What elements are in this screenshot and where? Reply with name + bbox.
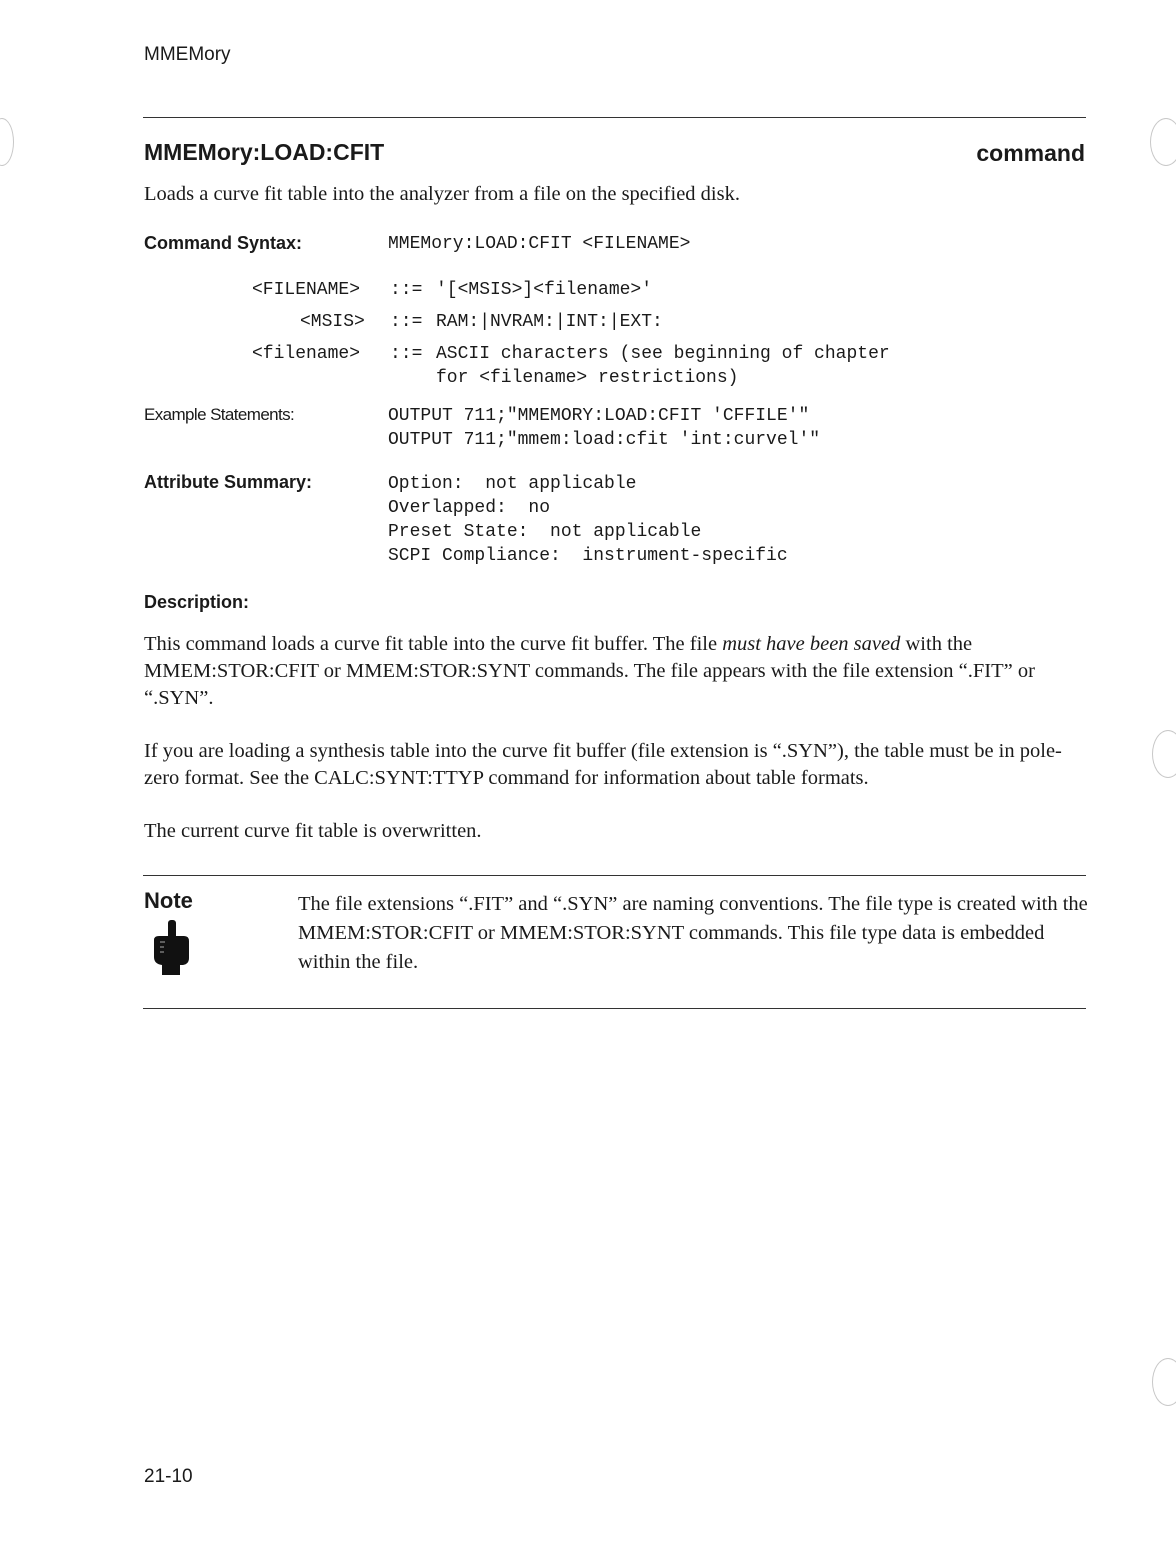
header-rule [143, 117, 1086, 118]
note-bottom-rule [143, 1008, 1086, 1009]
command-summary: Loads a curve fit table into the analyzer from a file on the specified disk. [144, 183, 740, 205]
syntax-term-filename-upper: <FILENAME> [252, 280, 361, 300]
command-title: MMEMory:LOAD:CFIT [144, 139, 385, 165]
note-text: The file extensions “.FIT” and “.SYN” are naming conventions. The file type is created with the MMEM:STOR:CFIT or MMEM:STOR:SYNT commands. This file type data is embedded within the file. [298, 893, 1088, 973]
syntax-separator: ::= [390, 344, 423, 364]
note-label: Note [144, 888, 193, 913]
description-paragraph-1 [144, 631, 1089, 712]
syntax-separator: ::= [390, 312, 423, 332]
scan-edge-mark [0, 118, 14, 166]
examples-label: Example Statements: [144, 405, 295, 424]
command-type: command [976, 140, 1085, 166]
description-p1-before: This command loads a curve fit table into the curve fit buffer. The file [144, 633, 723, 655]
attribute-scpi-compliance: SCPI Compliance: instrument-specific [388, 546, 788, 566]
syntax-command: MMEMory:LOAD:CFIT <FILENAME> [388, 234, 691, 254]
description-paragraph-2: If you are loading a synthesis table into the curve fit buffer (file extension is “.SYN”), the table must be in pole-zero format. See the CALC:SYNT:TTYP command for information about table formats. [144, 740, 1062, 789]
description-p1-emphasis: must have been saved [722, 633, 901, 655]
attribute-option: Option: not applicable [388, 474, 637, 494]
attribute-preset-state: Preset State: not applicable [388, 522, 702, 542]
description-label: Description: [144, 592, 250, 612]
syntax-separator: ::= [390, 280, 423, 300]
attribute-overlapped: Overlapped: no [388, 498, 551, 518]
description-p1-after: with the MMEM:STOR:CFIT or MMEM:STOR:SYNT commands. The file appears with the file extension “.FIT” or “.SYN”. [144, 633, 1035, 709]
syntax-term-msis: <MSIS> [300, 312, 365, 332]
scan-edge-mark [1152, 730, 1176, 778]
pointing-hand-icon [148, 918, 194, 976]
syntax-def-filename-upper: '[<MSIS>]<filename>' [436, 280, 653, 300]
description-paragraph-3: The current curve fit table is overwritten. [144, 820, 482, 842]
example-line: OUTPUT 711;"MMEMORY:LOAD:CFIT 'CFFILE'" [388, 406, 810, 426]
note-top-rule [143, 875, 1086, 876]
syntax-def-filename-lower-continuation: for <filename> restrictions) [436, 368, 739, 388]
syntax-def-msis: RAM:|NVRAM:|INT:|EXT: [436, 312, 663, 332]
scan-edge-mark [1150, 118, 1176, 166]
running-header: MMEMory [144, 44, 231, 65]
syntax-term-filename-lower: <filename> [252, 344, 361, 364]
attributes-label: Attribute Summary: [144, 472, 313, 492]
scan-edge-mark [1152, 1358, 1176, 1406]
syntax-def-filename-lower: ASCII characters (see beginning of chapter [436, 344, 890, 364]
example-line: OUTPUT 711;"mmem:load:cfit 'int:curvel'" [388, 430, 821, 450]
page-number: 21-10 [144, 1466, 193, 1487]
syntax-label: Command Syntax: [144, 233, 303, 253]
